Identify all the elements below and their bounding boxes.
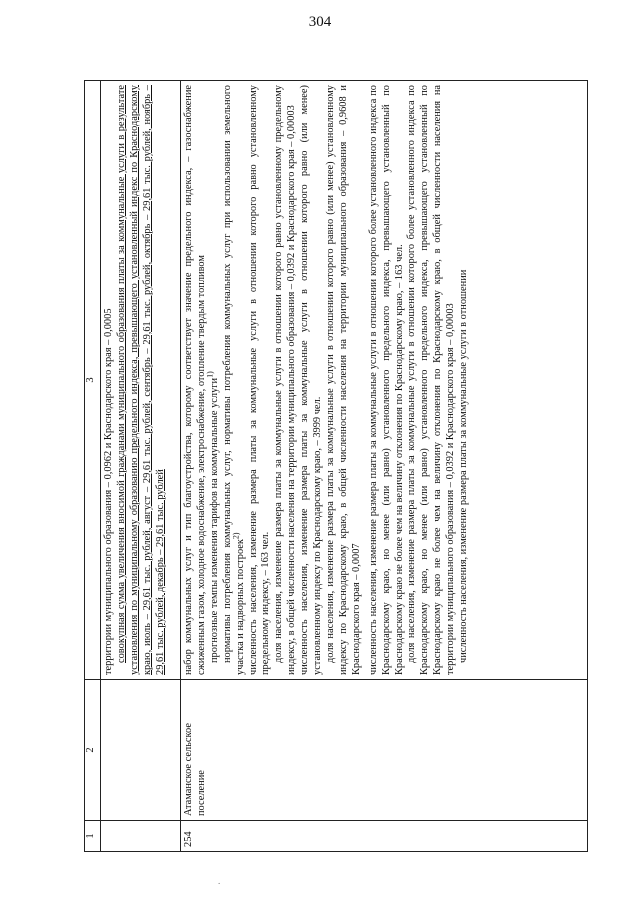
paragraph-services-set: набор коммунальных услуг и тип благоустройства, которому соответствует значение предельного индекса, – газоснабжение сжиженным газом, холодное водоснабжение, электроснабжение, отопление твердым топливом — [183, 85, 207, 675]
continuation-summary — [116, 85, 168, 675]
continuation-line: территории муниципального образования – 0,0962 и Краснодарского края – 0,0005 — [103, 308, 114, 675]
continuation-summary-text: совокупная сумма увеличения вносимой гражданами муниципального образования платы за коммунальные услуги в результате установления по муниципальному образованию предельного индекса, превышающего установленный индекс по Краснодарскому краю, июль – 29,61 тыс. рублей, август – 29,61 тыс. рублей, сентябрь – 29,61 тыс. рублей, октябрь – 29,61 тыс. рублей, ноябрь – 29,61 тыс. рублей, декабрь – 29,61 тыс. рублей — [115, 85, 166, 675]
table-row-continuation — [101, 81, 181, 852]
cell-continuation-text — [101, 81, 181, 680]
footnote-2-mark: 2) — [231, 532, 241, 540]
column-header-3: 3 — [85, 81, 101, 680]
table-row-254 — [181, 81, 588, 852]
rotated-table-container — [84, 80, 588, 852]
footer-mark: . — [218, 876, 221, 886]
data-table — [84, 80, 588, 852]
page-number: 304 — [308, 14, 332, 30]
paragraph-share-below: доля населения, изменение размера платы за коммунальные услуги в отношении которого равно (или менее) установленному индексу по Краснодарскому краю, в общей численности населения на территории муниципального образования – 0,9608 и Краснодарского края – 0,0007 — [324, 85, 362, 675]
settlement-name: Атаманское сельское поселение — [181, 680, 588, 821]
paragraph-tariff-rates-text: прогнозные темпы изменения тарифов на коммунальные услуги — [208, 377, 220, 663]
column-header-2: 2 — [85, 680, 101, 821]
paragraph-share-equal: доля населения, изменение размера платы за коммунальные услуги в отношении которого равно установленному предельному индексу, в общей численности населения на территории муниципального образования – 0,0392 и Краснодарского края – 0,00003 — [273, 85, 298, 675]
cell-indicators — [181, 81, 588, 680]
paragraph-consumption-norms-text: нормативы потребления коммунальных услуг, нормативы потребления коммунальных услуг при использовании земельного участка и надворных построек — [221, 85, 246, 675]
cell-empty-number — [101, 821, 181, 852]
paragraph-tariff-rates — [205, 85, 222, 675]
paragraph-population-equal: численность населения, изменение размера платы за коммунальные услуги в отношении которого равно установленному предельному индексу, – 163 чел. — [247, 85, 272, 675]
paragraph-population-above: численность населения, изменение размера платы за коммунальные услуги в отношении которого более установленного индекса по Краснодарскому краю, но менее (или равно) установленного предельного индекса, превышающего установленный по Краснодарскому краю не более чем на величину отклонения по Краснодарскому краю, – 163 чел. — [367, 85, 405, 675]
paragraph-population-below: численность населения, изменение размера платы за коммунальные услуги в отношении которого равно (или менее) установленному индексу по Краснодарскому краю, – 3999 чел. — [299, 85, 324, 675]
paragraph-population-next: численность населения, изменение размера платы за коммунальные услуги в отношении — [458, 269, 470, 663]
cell-empty-name — [101, 680, 181, 821]
table-header-row — [85, 81, 101, 852]
column-header-1: 1 — [85, 821, 101, 852]
paragraph-consumption-norms — [222, 85, 248, 675]
footnote-1-mark: 1) — [205, 371, 215, 378]
row-number: 254 — [181, 821, 588, 852]
paragraph-share-above: доля населения, изменение размера платы за коммунальные услуги в отношении которого более установленного индекса по Краснодарскому краю, но менее (или равно) установленного предельного индекса, превышающего установленный по Краснодарскому краю не более чем на величину отклонения по Краснодарскому краю, в общей численности населения на территории муниципального образования – 0,0392 и Краснодарского края – 0,00003 — [406, 85, 457, 675]
